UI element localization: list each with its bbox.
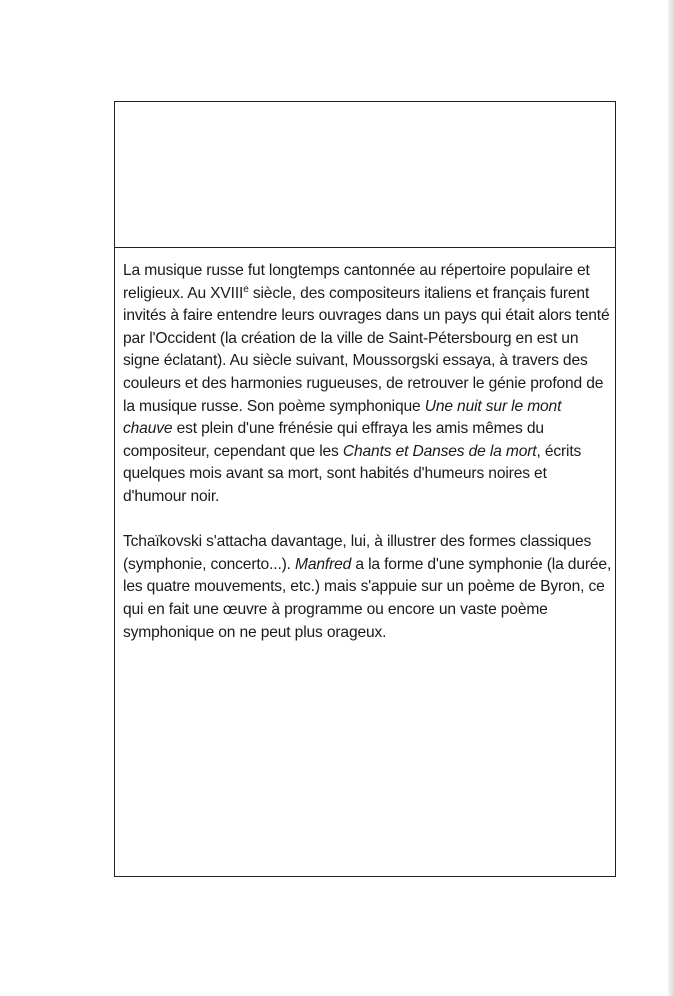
empty-header-panel <box>115 102 615 248</box>
century-superscript: e <box>243 283 249 295</box>
paragraph-2-text-a: Tchaïkovski s'attacha davantage, lui, à illustrer des formes classiques (symphonie, concerto...). <box>123 533 592 573</box>
page-edge-shadow <box>668 0 674 996</box>
paragraph-1-text-c: est plein d'une frénésie qui effraya les amis mêmes du compositeur, cependant que les <box>123 420 544 460</box>
work-title-nuit-mont-chauve: Une nuit sur le mont chauve <box>123 397 562 438</box>
paragraph-tchaikovski <box>123 531 613 644</box>
work-title-manfred: Manfred <box>295 555 352 573</box>
paragraph-1-text-b: siècle, des compositeurs italiens et français furent invités à faire entendre leurs ouvrages dans un pays qui était alors tenté par l'Occident (la création de la ville de Saint-Pétersbourg en est un signe éclatant). Au siècle suivant, Moussorgski essaya, à travers des couleurs et des harmonies rugueuses, de retrouver le génie profond de la musique russe. Son poème symphonique <box>123 284 610 415</box>
paragraph-2-text-b: a la forme d'une symphonie (la durée, les quatre mouvements, etc.) mais s'appuie sur un poème de Byron, ce qui en fait une œuvre à programme ou encore un vaste poème symphonique on ne peut plus orageux. <box>123 555 612 641</box>
content-frame <box>114 101 616 877</box>
paragraph-1-text-d: , écrits quelques mois avant sa mort, sont habités d'humeurs noires et d'humour noir. <box>123 442 582 505</box>
paragraph-1-text-a: La musique russe fut longtemps cantonnée au répertoire populaire et religieux. Au XVIII <box>123 262 590 302</box>
work-title-chants-danses-mort: Chants et Danses de la mort <box>342 442 537 460</box>
body-text <box>123 260 613 644</box>
paragraph-russian-music <box>123 260 613 509</box>
